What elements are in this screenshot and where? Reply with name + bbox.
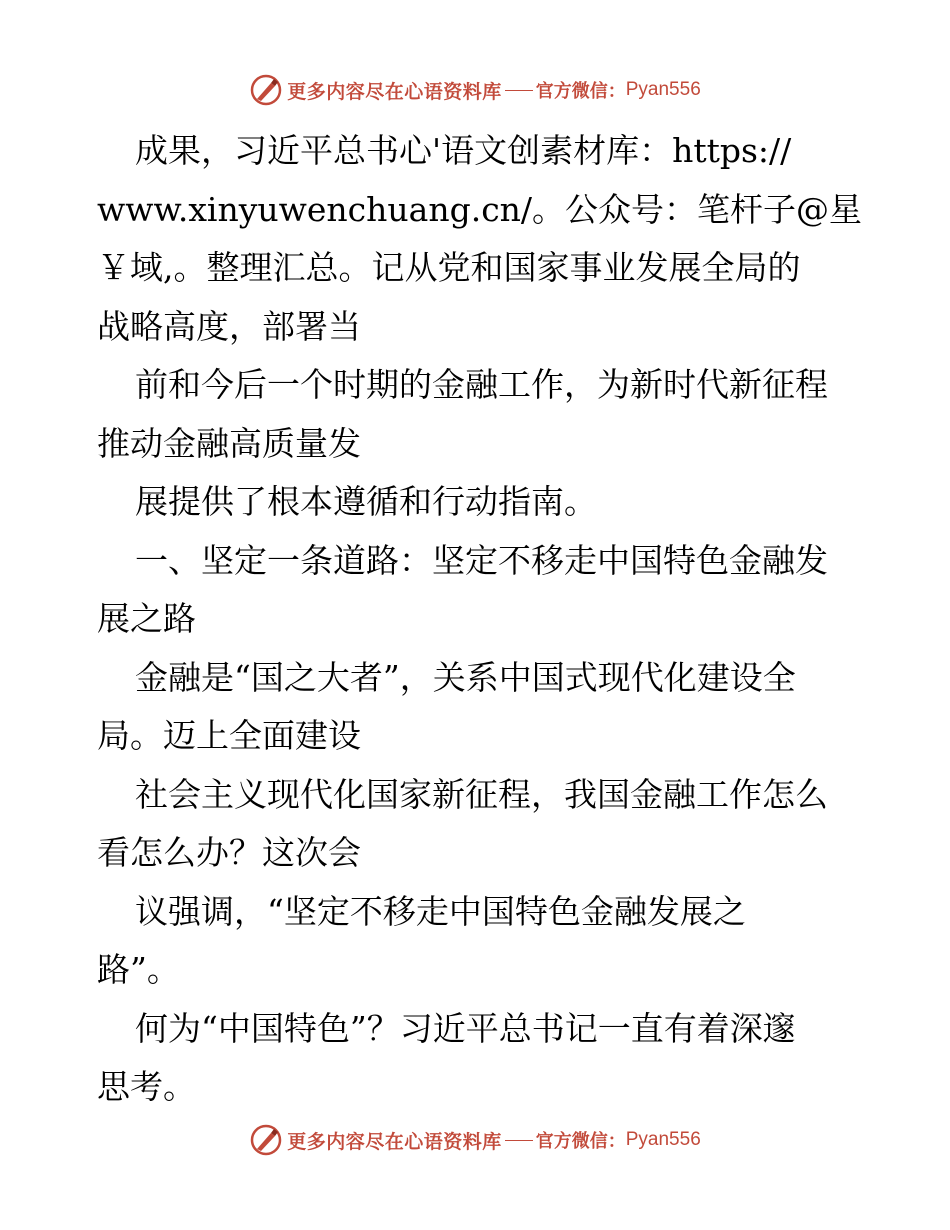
text-line: 战略高度，部署当 bbox=[97, 306, 361, 346]
text-line: 思考。 bbox=[97, 1067, 196, 1106]
watermark-text: 更多内容尽在心语资料库 bbox=[287, 80, 502, 103]
watermark-subtext: 官方微信： bbox=[535, 1131, 626, 1152]
section-heading: 展之路 bbox=[97, 599, 196, 638]
text-line: 金融是“国之大者”，关系中国式现代化建设全 bbox=[135, 657, 796, 697]
text-line: 成果，习近平总书心'语文创素材库：https:// bbox=[135, 131, 792, 170]
text-line: 局。迈上全面建设 bbox=[97, 716, 361, 755]
text-line: 路”。 bbox=[97, 950, 180, 989]
section-heading: 一、坚定一条道路：坚定不移走中国特色金融发 bbox=[135, 540, 828, 580]
text-line: 看怎么办？这次会 bbox=[97, 833, 361, 872]
text-line: 社会主义现代化国家新征程，我国金融工作怎么 bbox=[135, 774, 828, 814]
text-line: 前和今后一个时期的金融工作，为新时代新征程 bbox=[135, 365, 828, 404]
pen-logo-icon bbox=[249, 1123, 283, 1157]
watermark-handle: Pyan556 bbox=[625, 79, 701, 100]
text-line: 何为“中国特色”？习近平总书记一直有着深邃 bbox=[135, 1008, 796, 1048]
watermark-handle: Pyan556 bbox=[625, 1129, 701, 1150]
watermark-subtext: 官方微信： bbox=[535, 81, 626, 102]
text-line: 议强调，“坚定不移走中国特色金融发展之 bbox=[135, 891, 746, 931]
watermark-header bbox=[0, 70, 950, 110]
watermark-divider bbox=[505, 90, 533, 91]
pen-logo-icon bbox=[249, 73, 283, 107]
text-line: 展提供了根本遵循和行动指南。 bbox=[135, 482, 597, 521]
document-body bbox=[97, 122, 863, 1117]
watermark-text: 更多内容尽在心语资料库 bbox=[287, 1130, 502, 1153]
text-line: www.xinyuwenchuang.cn/。公众号：笔杆子@星 bbox=[97, 189, 863, 229]
watermark-divider bbox=[505, 1140, 533, 1141]
text-line: 推动金融高质量发 bbox=[97, 423, 361, 463]
watermark-footer bbox=[0, 1120, 950, 1160]
text-line: ￥域,。整理汇总。记从党和国家事业发展全局的 bbox=[97, 248, 801, 287]
